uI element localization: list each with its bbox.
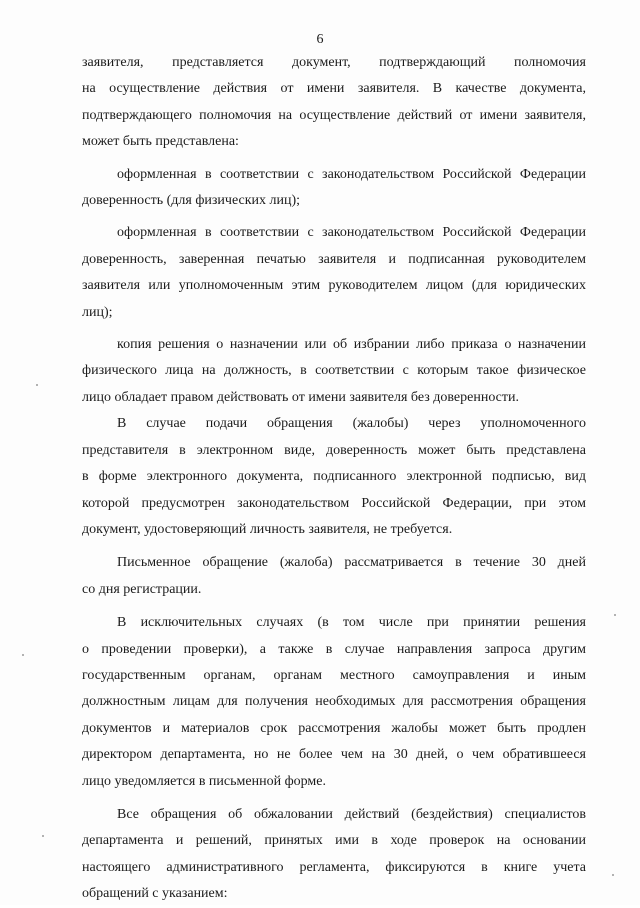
text-line: документов и материалов срок рассмотрения жалобы может быть продлен <box>82 720 586 736</box>
text-line: на осуществление действия от имени заявителя. В качестве документа, <box>82 81 586 97</box>
scan-speck <box>612 874 614 876</box>
paragraph-electronic-submission <box>82 411 586 543</box>
text-line: Письменное обращение (жалоба) рассматривается в течение 30 дней <box>117 555 586 571</box>
text-line: В случае подачи обращения (жалобы) через уполномоченного <box>117 416 586 432</box>
text-line: со дня регистрации. <box>82 581 202 597</box>
text-line: директором департамента, но не более чем на 30 дней, о чем обратившееся <box>82 747 586 763</box>
paragraph-appointment-decision-copy <box>82 332 586 411</box>
text-line: копия решения о назначении или об избрании либо приказа о назначении <box>117 337 586 353</box>
text-line: может быть представлена: <box>82 134 239 150</box>
document-body <box>82 50 586 908</box>
paragraph-applicant-representative-document <box>82 50 586 156</box>
scan-speck <box>42 835 44 837</box>
text-line: документ, удостоверяющий личность заявителя, не требуется. <box>82 521 453 537</box>
page-number: 6 <box>316 32 324 47</box>
scan-speck <box>614 614 616 616</box>
text-line: лицо обладает правом действовать от имени заявителя без доверенности. <box>82 389 520 405</box>
text-line: заявителя или уполномоченным этим руководителем лицом (для юридических <box>82 278 586 294</box>
text-line: доверенность, заверенная печатью заявителя и подписанная руководителем <box>82 251 586 267</box>
text-line: которой предусмотрен законодательством Российской Федерации, при этом <box>82 495 586 511</box>
paragraph-power-of-attorney-individuals <box>82 162 586 215</box>
text-line: подтверждающего полномочия на осуществление действий от имени заявителя, <box>82 107 586 123</box>
text-line: лиц); <box>82 304 113 320</box>
text-line: лицо уведомляется в письменной форме. <box>82 773 327 789</box>
text-line: обращений с указанием: <box>82 886 228 902</box>
text-line: государственным органам, органам местного самоуправления и иным <box>82 667 586 683</box>
text-line: Все обращения об обжаловании действий (бездействия) специалистов <box>117 806 586 822</box>
text-line: заявителя, представляется документ, подтверждающий полномочия <box>82 55 586 70</box>
text-line: физического лица на должность, в соответствии с которым такое физическое <box>82 363 586 379</box>
scan-speck <box>36 384 38 386</box>
paragraph-registration-book <box>82 802 586 908</box>
paragraph-exceptional-cases <box>82 610 586 795</box>
scan-speck <box>22 654 24 656</box>
text-line: о проведении проверки), а также в случае направления запроса другим <box>82 641 586 657</box>
text-line: представителя в электронном виде, доверенность может быть представлена <box>82 442 586 458</box>
text-line: департамента и решений, принятых ими в ходе проверок на основании <box>82 833 586 849</box>
paragraph-review-period <box>82 550 586 603</box>
paragraph-power-of-attorney-legal-entities <box>82 220 586 326</box>
text-line: оформленная в соответствии с законодательством Российской Федерации <box>117 166 586 182</box>
text-line: оформленная в соответствии с законодательством Российской Федерации <box>117 225 586 241</box>
text-line: должностным лицам для получения необходимых для рассмотрения обращения <box>82 694 586 710</box>
text-line: доверенность (для физических лиц); <box>82 193 301 209</box>
text-line: настоящего административного регламента, фиксируются в книге учета <box>82 859 586 875</box>
text-line: в форме электронного документа, подписанного электронной подписью, вид <box>82 469 586 485</box>
text-line: В исключительных случаях (в том числе при принятии решения <box>117 615 586 631</box>
